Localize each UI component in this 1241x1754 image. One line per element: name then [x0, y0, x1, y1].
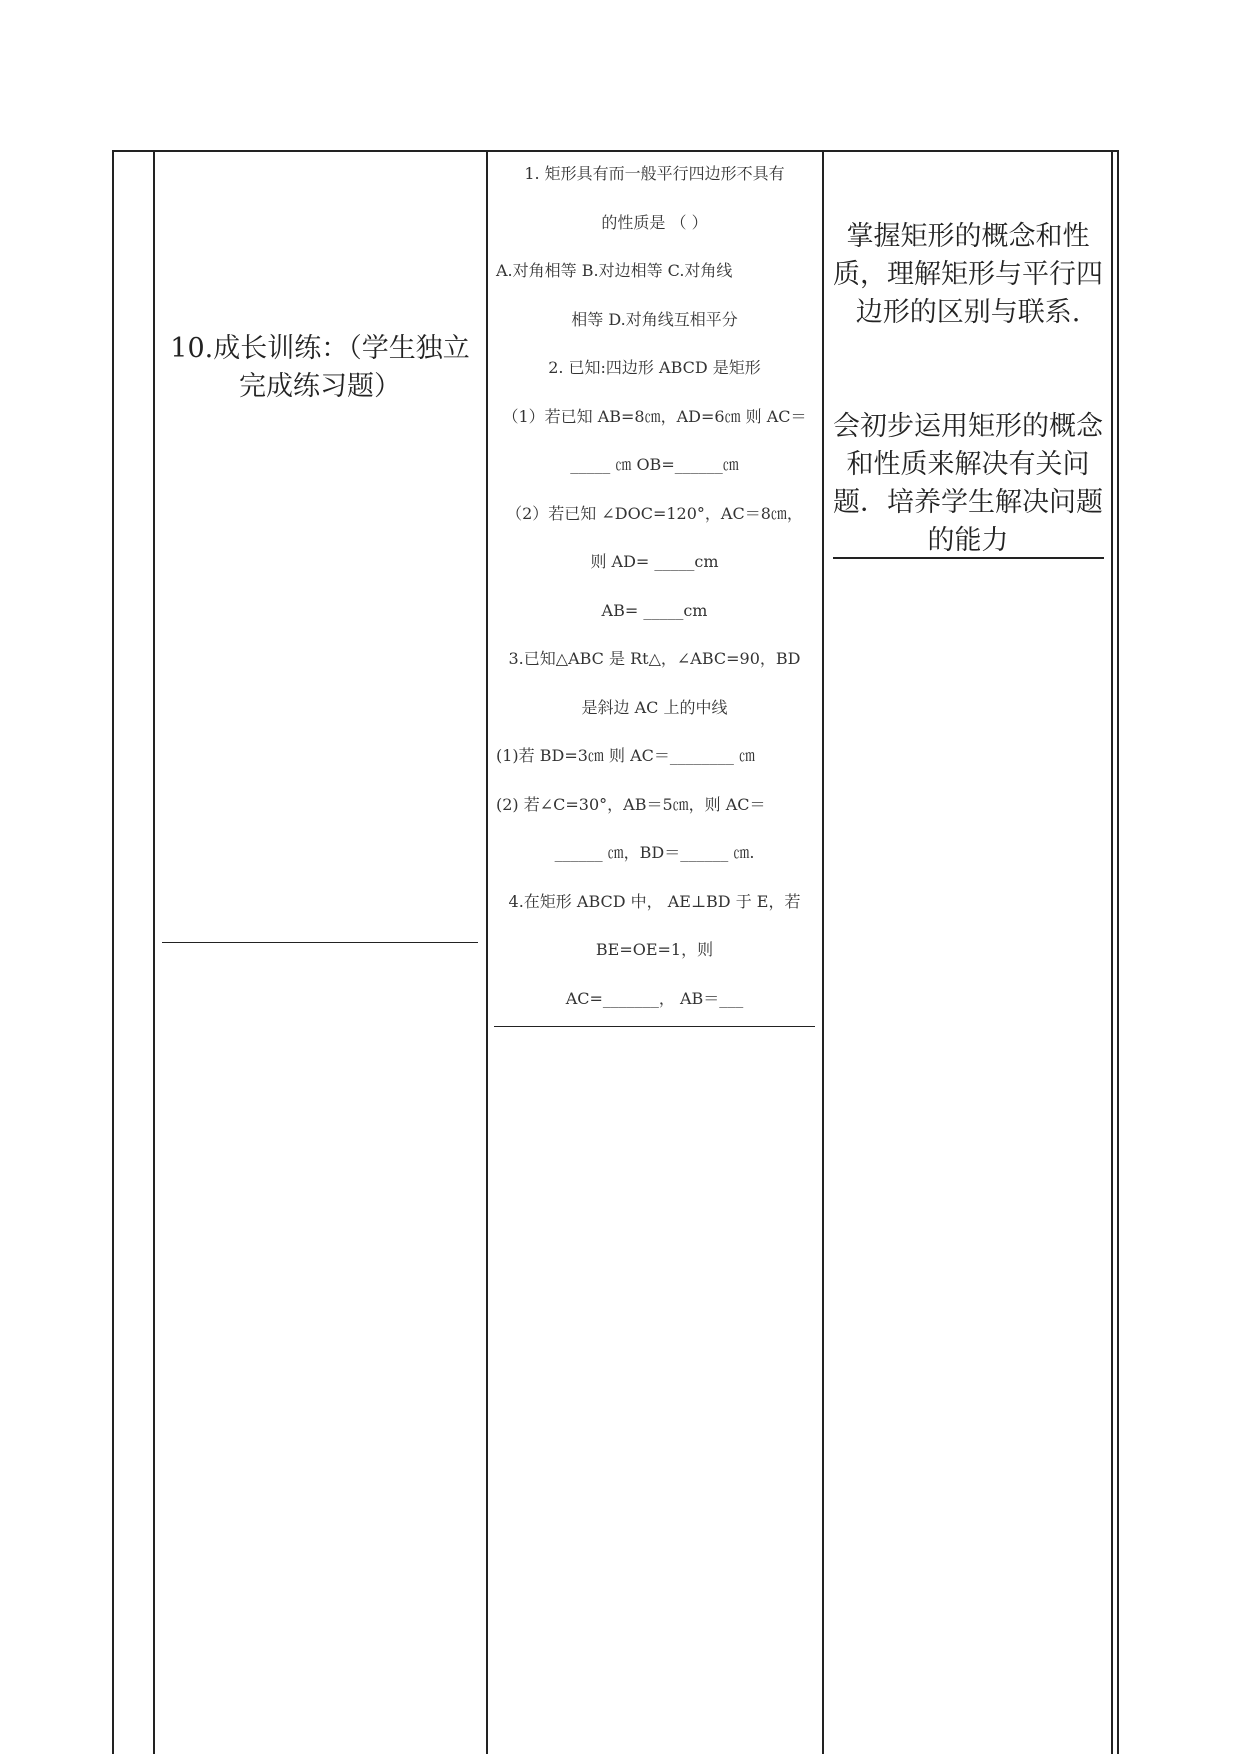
exercise-line: 1. 矩形具有而一般平行四边形不具有 [524, 164, 785, 183]
exercise-line: 4.在矩形 ABCD 中， AE⊥BD 于 E，若 [508, 891, 801, 911]
exercise-line: _____ ㎝ OB=______㎝ [570, 455, 739, 474]
exercise-line: （1）若已知 AB=8㎝，AD=6㎝ 则 AC＝ [502, 406, 807, 426]
exercise-line: 2. 已知:四边形 ABCD 是矩形 [548, 358, 761, 377]
table-border-right-inner [1111, 150, 1113, 1754]
goal-ability: 会初步运用矩形的概念和性质来解决有关问题．培养学生解决问题的能力 [833, 411, 1103, 556]
exercise-line: AB= _____cm [601, 600, 708, 620]
table-border-left [112, 150, 114, 1754]
exercise-line: 相等 D.对角线互相平分 [571, 309, 738, 329]
exercise-line: 3.已知△ABC 是 Rt△，∠ABC=90，BD [508, 649, 801, 668]
goal-knowledge: 掌握矩形的概念和性质，理解矩形与平行四边形的区别与联系. [833, 221, 1103, 328]
exercise-line: AC=_______， AB＝___ [565, 988, 744, 1008]
exercise-line: (1)若 BD=3㎝ 则 AC＝________ ㎝ [496, 746, 755, 765]
column-divider-2 [486, 150, 488, 1754]
table-border-right-outer [1117, 150, 1119, 1754]
exercise-line: (2) 若∠C=30°，AB＝5㎝，则 AC＝ [496, 794, 766, 814]
column-divider-1 [153, 150, 155, 1754]
exercise-line: 则 AD= _____cm [590, 552, 719, 571]
exercise-line: ______ ㎝，BD＝______ ㎝. [554, 843, 755, 862]
teaching-goals [830, 218, 1106, 560]
exercise-line: BE=OE=1，则 [595, 940, 714, 959]
exercise-line: 是斜边 AC 上的中线 [581, 697, 728, 717]
section-underline [162, 942, 478, 943]
column-divider-3 [822, 150, 824, 1754]
section-title: 10.成长训练：（学生独立完成练习题） [170, 333, 470, 402]
exercise-underline [494, 1026, 815, 1027]
exercise-list [492, 150, 817, 1023]
exercise-line: （2）若已知 ∠DOC=120°，AC＝8㎝， [506, 503, 803, 523]
goals-underline [833, 557, 1104, 559]
exercise-line: A.对角相等 B.对边相等 C.对角线 [496, 261, 733, 280]
exercise-line: 的性质是 （ ） [601, 212, 708, 232]
